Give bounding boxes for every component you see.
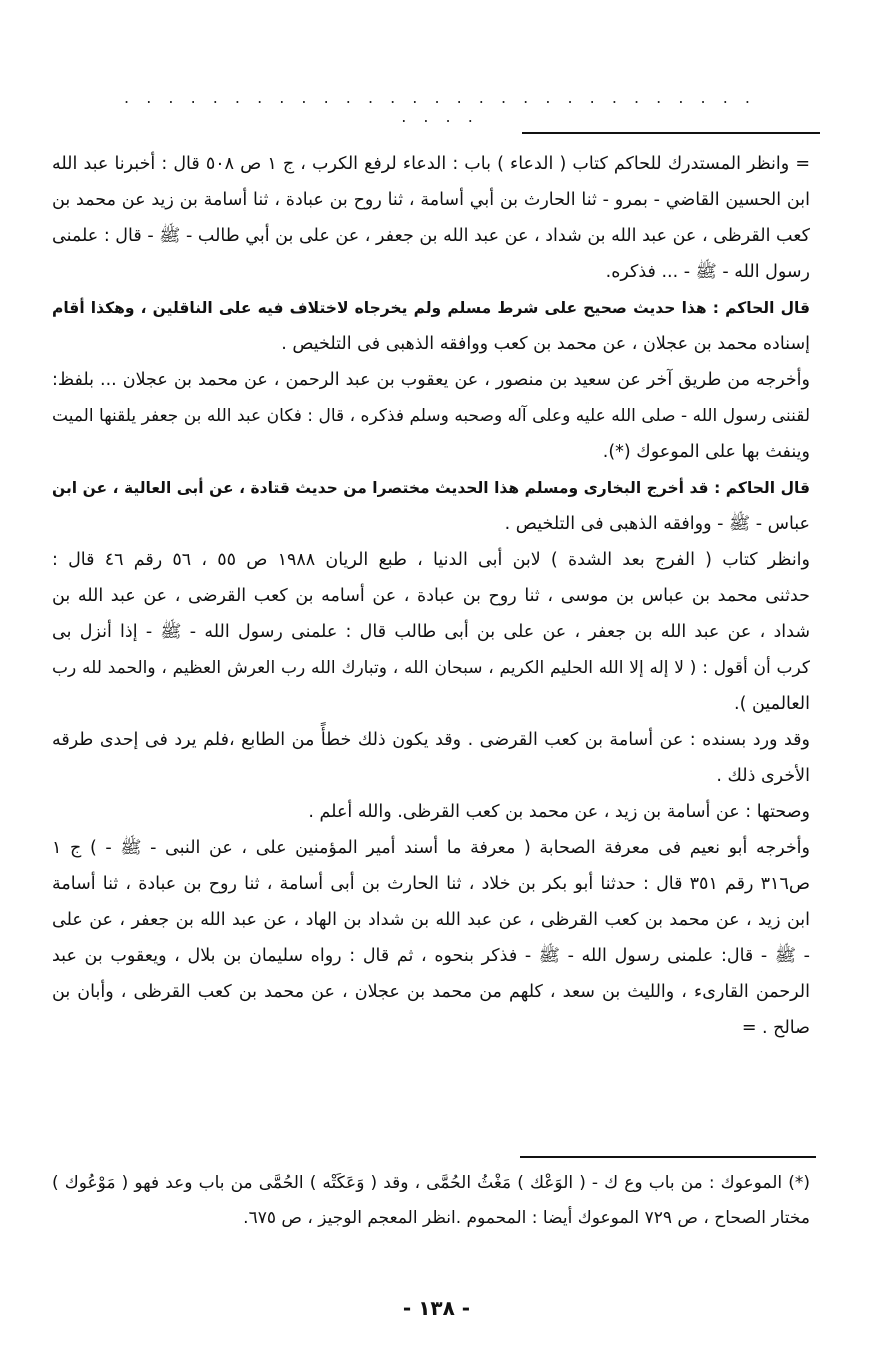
text-line: صالح . = (741, 1018, 810, 1038)
text-line: ابن الحسين القاضي - بمرو - ثنا الحارث بن أبي أسامة ، ثنا روح بن عبادة ، ثنا أسامة بن زيد عن محمد بن (52, 190, 810, 210)
footnote-rule (520, 1156, 816, 1158)
text-line: كعب القرظى ، عن عبد الله بن شداد ، عن عبد الله بن جعفر ، عن على بن أبي طالب - ﷺ - قال : علمنى (52, 226, 810, 246)
text-line: لقننى رسول الله - صلى الله عليه وعلى آله وصحبه وسلم فذكره ، قال : فكان عبد الله بن جعفر يلقنها الميت (52, 406, 810, 426)
text-line: الأخرى ذلك . (716, 766, 810, 786)
page-number: - ١٣٨ - (402, 1296, 471, 1320)
text-line: وينفث بها على الموعوك (*). (602, 442, 810, 462)
text-line: = وانظر المستدرك للحاكم كتاب ( الدعاء ) باب : الدعاء لرفع الكرب ، ج ١ ص ٥٠٨ قال : أخبرنا عبد الله (52, 154, 810, 174)
text-line: كرب أن أقول : ( لا إله إلا الله الحليم الكريم ، سبحان الله ، وتبارك الله رب العرش العظيم ، والحمد لله رب (52, 658, 810, 678)
text-line: ص٣١٦ رقم ٣٥١ قال : حدثنا أبو بكر بن خلاد ، ثنا الحارث بن أبى أسامة ، ثنا روح بن عبادة ، ثنا أسامة (52, 874, 810, 894)
footnote-line: (*) الموعوك : من باب وع ك - ( الوَعْك ) مَغْثُ الحُمَّى ، وقد ( وَعَكَتْه ) الحُمَّى من باب وعد فهو ( مَوْعُوك ) (52, 1173, 810, 1193)
text-line: وقد ورد بسنده : عن أسامة بن كعب القرضى . وقد يكون ذلك خطأً من الطابع ،فلم يرد فى إحدى طرقه (52, 730, 810, 750)
text-line: وصحتها : عن أسامة بن زيد ، عن محمد بن كعب القرظى. والله أعلم . (308, 802, 810, 822)
text-line: شداد ، عن عبد الله بن جعفر ، عن على بن أبى طالب قال : علمنى رسول الله - ﷺ - إذا أنزل بى (52, 622, 810, 642)
main-text (52, 146, 810, 1046)
text-line: وأخرجه أبو نعيم فى معرفة الصحابة ( معرفة ما أسند أمير المؤمنين على ، عن النبى - ﷺ - ) ج ١ (52, 838, 810, 858)
text-line: قال الحاكم : قد أخرج البخارى ومسلم هذا الحديث مختصرا من حديث قتادة ، عن أبى العالية ، عن ابن (52, 479, 810, 497)
text-line: حدثنى محمد بن عباس بن موسى ، ثنا روح بن عبادة ، عن أسامه بن كعب القرضى ، عن عبد الله بن (52, 586, 810, 606)
text-line: العالمين ). (734, 694, 810, 714)
text-line: الرحمن القارىء ، والليث بن سعد ، كلهم من محمد بن عجلان ، عن محمد بن كعب القرظى ، وأبان بن (52, 982, 810, 1002)
text-line: وأخرجه من طريق آخر عن سعيد بن منصور ، عن يعقوب بن عبد الرحمن ، عن محمد بن عجلان ... بلفظ: (52, 370, 810, 390)
header-dots: . . . . . . . . . . . . . . . . . . . . . . . . . . . . . . . . . (124, 88, 756, 126)
text-line: رسول الله - ﷺ - ... فذكره. (605, 262, 810, 282)
text-line: عباس - ﷺ - ووافقه الذهبى فى التلخيص . (504, 514, 810, 534)
text-line: ابن زيد ، عن محمد بن كعب القرظى ، عن عبد الله بن شداد بن الهاد ، عن عبد الله بن جعفر ، عن على (52, 910, 810, 930)
text-line: قال الحاكم : هذا حديث صحيح على شرط مسلم ولم يخرجاه لاختلاف فيه على الناقلين ، وهكذا أقام (52, 299, 810, 317)
top-rule (522, 132, 820, 134)
footnote (52, 1166, 810, 1236)
text-line: - ﷺ - قال: علمنى رسول الله - ﷺ - فذكر بنحوه ، ثم قال : رواه سليمان بن بلال ، ويعقوب بن عبد (52, 946, 810, 966)
text-line: إسناده محمد بن عجلان ، عن محمد بن كعب ووافقه الذهبى فى التلخيص . (281, 334, 810, 354)
text-line: وانظر كتاب ( الفرج بعد الشدة ) لابن أبى الدنيا ، طبع الريان ١٩٨٨ ص ٥٥ ، ٥٦ رقم ٤٦ قال : (52, 550, 810, 570)
footnote-line: مختار الصحاح ، ص ٧٢٩ الموعوك أيضا : المحموم .انظر المعجم الوجيز ، ص ٦٧٥. (243, 1208, 810, 1228)
